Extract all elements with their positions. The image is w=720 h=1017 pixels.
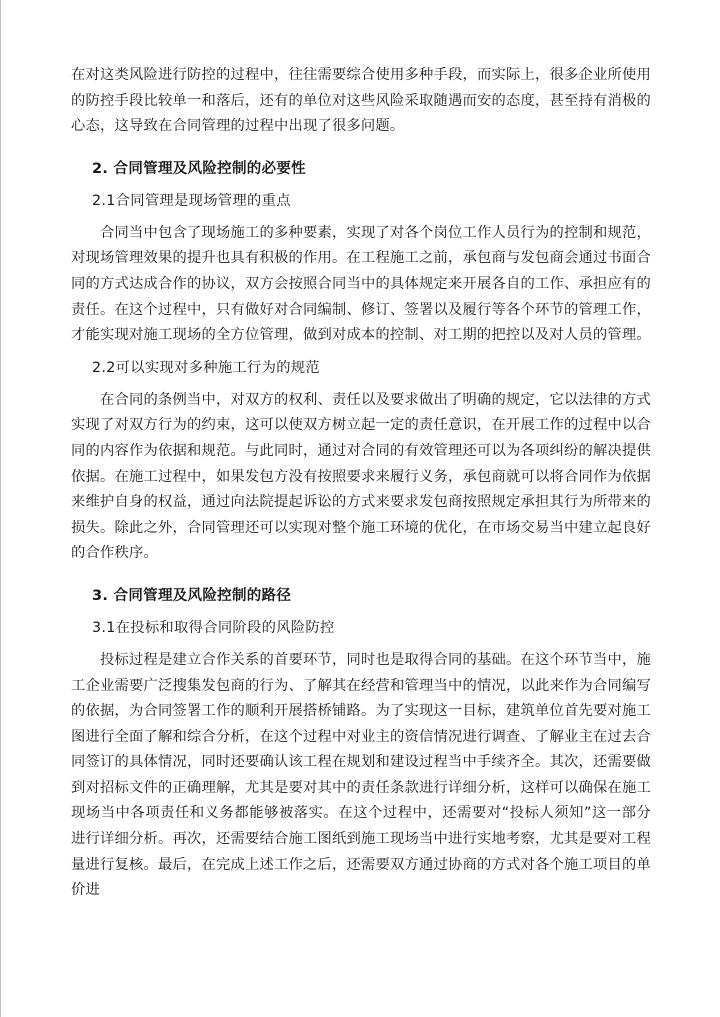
section-3-heading: 3. 合同管理及风险控制的路径 [92,587,292,604]
intro-paragraph: 在对这类风险进行防控的过程中，往往需要综合使用多种手段，而实际上，很多企业所使用的防控手段比较单一和落后，还有的单位对这些风险采取随遇而安的态度，甚至持有消极的心态，这导致在合同管理的过程中出现了很多问题。 [71,67,651,135]
document-body [71,63,651,904]
section-2-1-paragraph: 合同当中包含了现场施工的多种要素，实现了对各个岗位工作人员行为的控制和规范，对现场管理效果的提升也具有积极的作用。在工程施工之前，承包商与发包商会通过书面合同的方式达成合作的协议，双方会按照合同当中的具体规定来开展各自的工作、承担应有的责任。在这个过程中，只有做好对合同编制、修订、签署以及履行等各个环节的管理工作，才能实现对施工现场的全方位管理，做到对成本的控制、对工期的把控以及对人员的管理。 [71,224,651,344]
section-2-2-paragraph: 在合同的条例当中，对双方的权利、责任以及要求做出了明确的规定，它以法律的方式实现了对双方行为的约束，这可以使双方树立起一定的责任意识，在开展工作的过程中以合同的内容作为依据和规范。与此同时，通过对合同的有效管理还可以为各项纠纷的解决提供依据。在施工过程中，如果发包方没有按照要求来履行义务，承包商就可以将合同作为依据来维护自身的权益，通过向法院提起诉讼的方式来要求发包商按照规定承担其行为所带来的损失。除此之外，合同管理还可以实现对整个施工环境的优化，在市场交易当中建立起良好的合作秩序。 [71,391,651,562]
section-2-1-heading: 2.1合同管理是现场管理的重点 [92,192,291,209]
section-3-1-paragraph: 投标过程是建立合作关系的首要环节，同时也是取得合同的基础。在这个环节当中，施工企业需要广泛搜集发包商的行为、了解其在经营和管理当中的情况，以此来作为合同编写的依据，为合同签署工作的顺利开展搭桥铺路。为了实现这一目标，建筑单位首先要对施工图进行全面了解和综合分析，在这个过程中对业主的资信情况进行调查、了解业主在过去合同签订的具体情况，同时还要确认该工程在规划和建设过程当中手续齐全。其次，还需要做到对招标文件的正确理解，尤其是要对其中的责任条款进行详细分析，这样可以确保在施工现场当中各项责任和义务都能够被落实。在这个过程中，还需要对“投标人须知”这一部分进行详细分析。再次，还需要结合施工图纸到施工现场当中进行实地考察，尤其是要对工程量进行复核。最后，在完成上述工作之后，还需要双方通过协商的方式对各个施工项目的单价进 [71,651,651,899]
section-2-2-heading: 2.2可以实现对多种施工行为的规范 [92,359,320,376]
page-left-border [0,0,1,1017]
section-3-1-heading: 3.1在投标和取得合同阶段的风险防控 [92,619,335,636]
section-2-heading: 2. 合同管理及风险控制的必要性 [92,160,306,177]
